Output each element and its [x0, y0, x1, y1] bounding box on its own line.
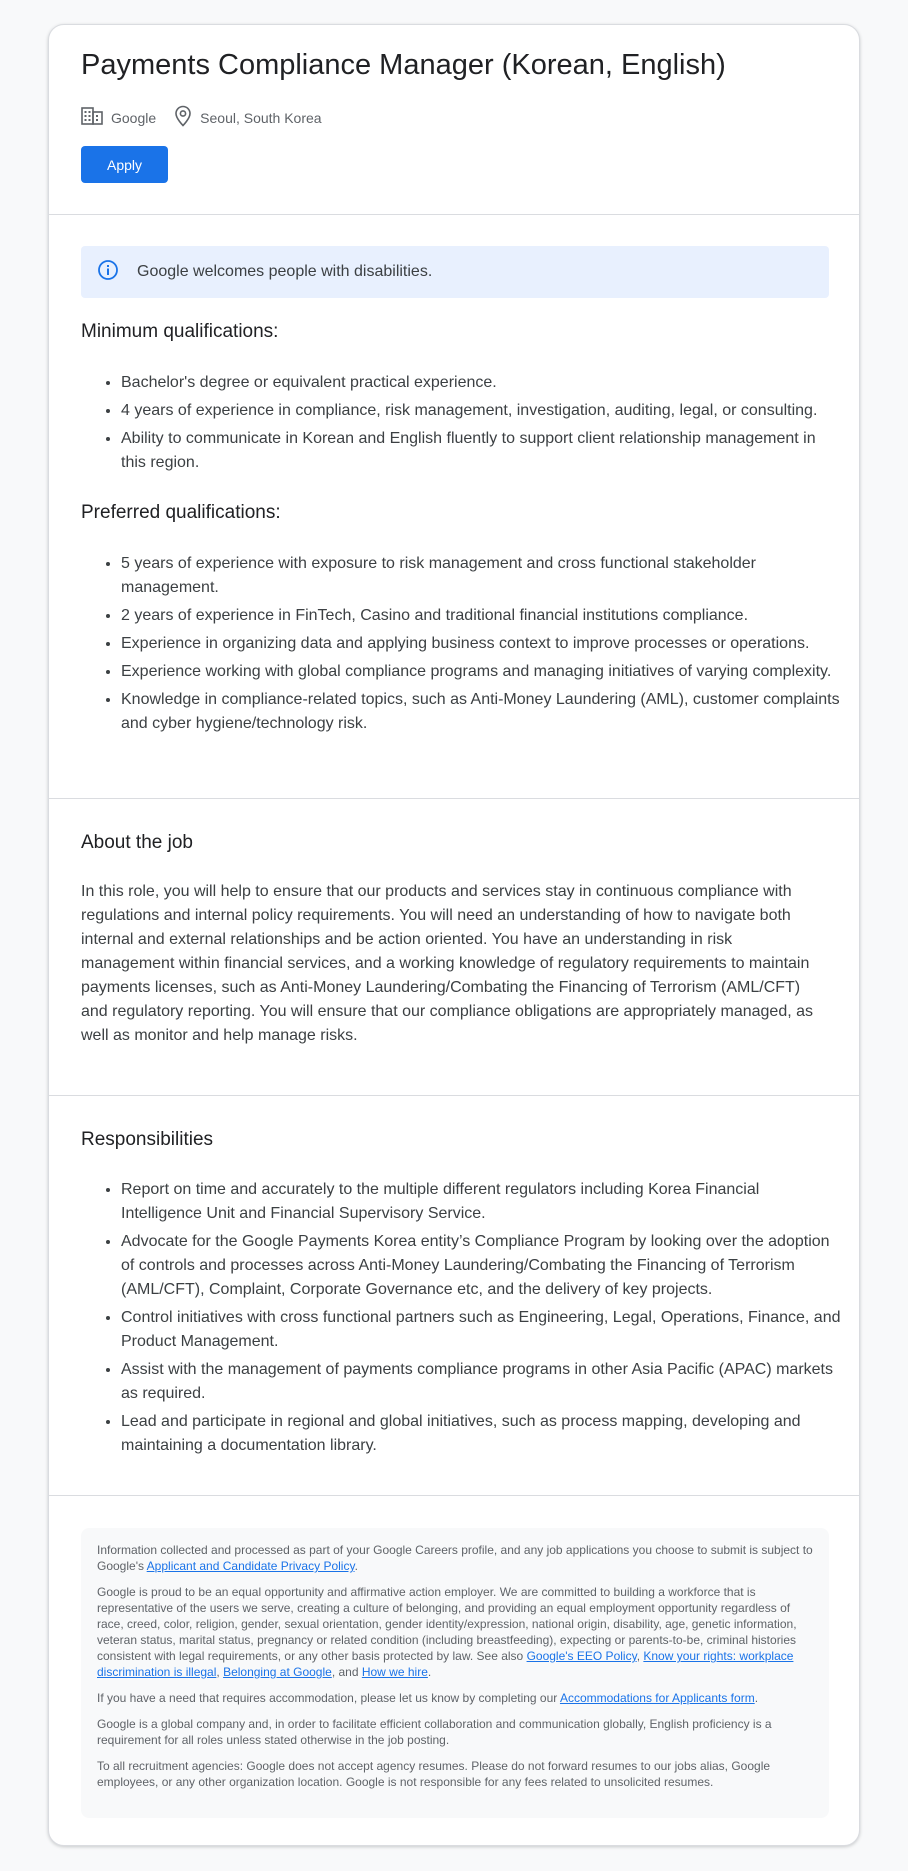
list-item: • Experience in organizing data and applying business context to improve processes or operations. — [121, 632, 841, 656]
info-icon — [97, 259, 137, 286]
banner-text: Google welcomes people with disabilities. — [137, 263, 433, 280]
divider — [49, 1095, 860, 1096]
list-item: • Assist with the management of payments compliance programs in other Asia Pacific (APAC) markets as required. — [121, 1358, 841, 1406]
legal-text: Information collected and processed as part of your Google Careers profile, and any job applications you choose to submit is subject to Google's — [97, 1543, 813, 1573]
location-info — [174, 105, 321, 130]
legal-text: . — [427, 1665, 432, 1679]
building-icon — [81, 106, 111, 129]
divider — [49, 214, 860, 215]
list-item: • Knowledge in compliance-related topics, such as Anti-Money Laundering (AML), customer complaints and cyber hygiene/technology risk. — [121, 688, 841, 736]
list-item: • Control initiatives with cross functional partners such as Engineering, Legal, Operations, Finance, and Product Management. — [121, 1306, 841, 1354]
list-item: • 4 years of experience in compliance, risk management, investigation, auditing, legal, or consulting. — [121, 399, 841, 423]
responsibilities-list — [81, 1178, 841, 1462]
legal-text: Google is proud to be an equal opportunity and affirmative action employer. We are committed to building a workforce that is representative of the users we serve, creating a culture of belonging, and providing an equal employment opportunity regardless of race, creed, color, religion, gender, sexual orientation, gender identity/expression, national origin, disability, age, genetic information, veteran status, marital status, pregnancy or related condition (including breastfeeding), expecting or parents-to-be, criminal histories consistent with legal requirements, or any other basis protected by law. See also — [97, 1585, 797, 1663]
about-text: In this role, you will help to ensure that our products and services stay in continuous compliance with regulations and internal policy requirements. You will need an understanding of how to navigate both internal and external relationships and be action oriented. You have an understanding in risk management within financial services, and a working knowledge of regulatory requirements to maintain payments licenses, such as Anti-Money Laundering/Combating the Financing of Terrorism (AML/CFT) and regulatory reporting. You will ensure that our compliance obligations are appropriately managed, as well as monitor and help manage risks. — [81, 883, 814, 1044]
how-we-hire-link[interactable]: How we hire — [361, 1665, 428, 1679]
know-your-rights-link[interactable]: Know your rights: workplace discrimination is illegal — [97, 1649, 794, 1679]
divider — [49, 798, 860, 799]
accommodation-paragraph — [97, 1690, 813, 1706]
job-title: Payments Compliance Manager (Korean, English) — [81, 49, 726, 81]
legal-text: . — [354, 1559, 358, 1573]
list-item: • Advocate for the Google Payments Korea entity’s Compliance Program by looking over the adoption of controls and processes across Anti-Money Laundering/Combating the Financing of Terrorism (AML/CFT), Complaint, Corporate Governance etc, and the delivery of key projects. — [121, 1230, 841, 1302]
pref-qual-heading: Preferred qualifications: — [81, 502, 281, 523]
list-item: • Ability to communicate in Korean and English fluently to support client relationship management in this region. — [121, 427, 841, 475]
privacy-policy-link[interactable]: Applicant and Candidate Privacy Policy — [146, 1559, 355, 1573]
legal-text: , — [636, 1649, 644, 1663]
job-card — [48, 24, 860, 1846]
location-name: Seoul, South Korea — [200, 109, 322, 126]
legal-text: , and — [331, 1665, 362, 1679]
belonging-link[interactable]: Belonging at Google — [223, 1665, 332, 1679]
privacy-paragraph — [97, 1542, 813, 1574]
divider — [49, 1495, 860, 1496]
list-item: • Report on time and accurately to the multiple different regulators including Korea Financial Intelligence Unit and Financial Supervisory Service. — [121, 1178, 841, 1226]
agency-paragraph: To all recruitment agencies: Google does not accept agency resumes. Please do not forward resumes to our jobs alias, Google employees, or any other organization location. Google is not responsible for any fees related to unsolicited resumes. — [97, 1759, 771, 1789]
english-paragraph: Google is a global company and, in order to facilitate efficient collaboration and communication globally, English proficiency is a requirement for all roles unless stated otherwise in the job posting. — [97, 1717, 772, 1747]
legal-text: , — [216, 1665, 224, 1679]
list-item: • 5 years of experience with exposure to risk management and cross functional stakeholder management. — [121, 552, 841, 600]
eeo-paragraph — [97, 1584, 813, 1680]
legal-text: . — [754, 1691, 759, 1705]
pref-qual-list — [81, 552, 841, 740]
apply-button[interactable]: Apply — [81, 146, 168, 183]
disability-banner — [81, 246, 829, 298]
responsibilities-heading: Responsibilities — [81, 1129, 214, 1150]
list-item: • Experience working with global compliance programs and managing initiatives of varying complexity. — [121, 660, 841, 684]
job-meta — [81, 105, 340, 130]
legal-notice — [81, 1528, 829, 1818]
list-item: • Bachelor's degree or equivalent practical experience. — [121, 371, 841, 395]
location-pin-icon — [174, 105, 200, 130]
list-item: • 2 years of experience in FinTech, Casino and traditional financial institutions compliance. — [121, 604, 841, 628]
company-info — [81, 106, 156, 129]
min-qual-list — [81, 371, 841, 479]
accommodations-form-link[interactable]: Accommodations for Applicants form — [559, 1691, 755, 1705]
list-item: • Lead and participate in regional and global initiatives, such as process mapping, developing and maintaining a documentation library. — [121, 1410, 841, 1458]
about-heading: About the job — [81, 832, 193, 853]
min-qual-heading: Minimum qualifications: — [81, 321, 279, 342]
legal-text: If you have a need that requires accommodation, please let us know by completing our — [97, 1691, 560, 1705]
eeo-policy-link[interactable]: Google's EEO Policy — [526, 1649, 637, 1663]
company-name: Google — [111, 109, 157, 126]
